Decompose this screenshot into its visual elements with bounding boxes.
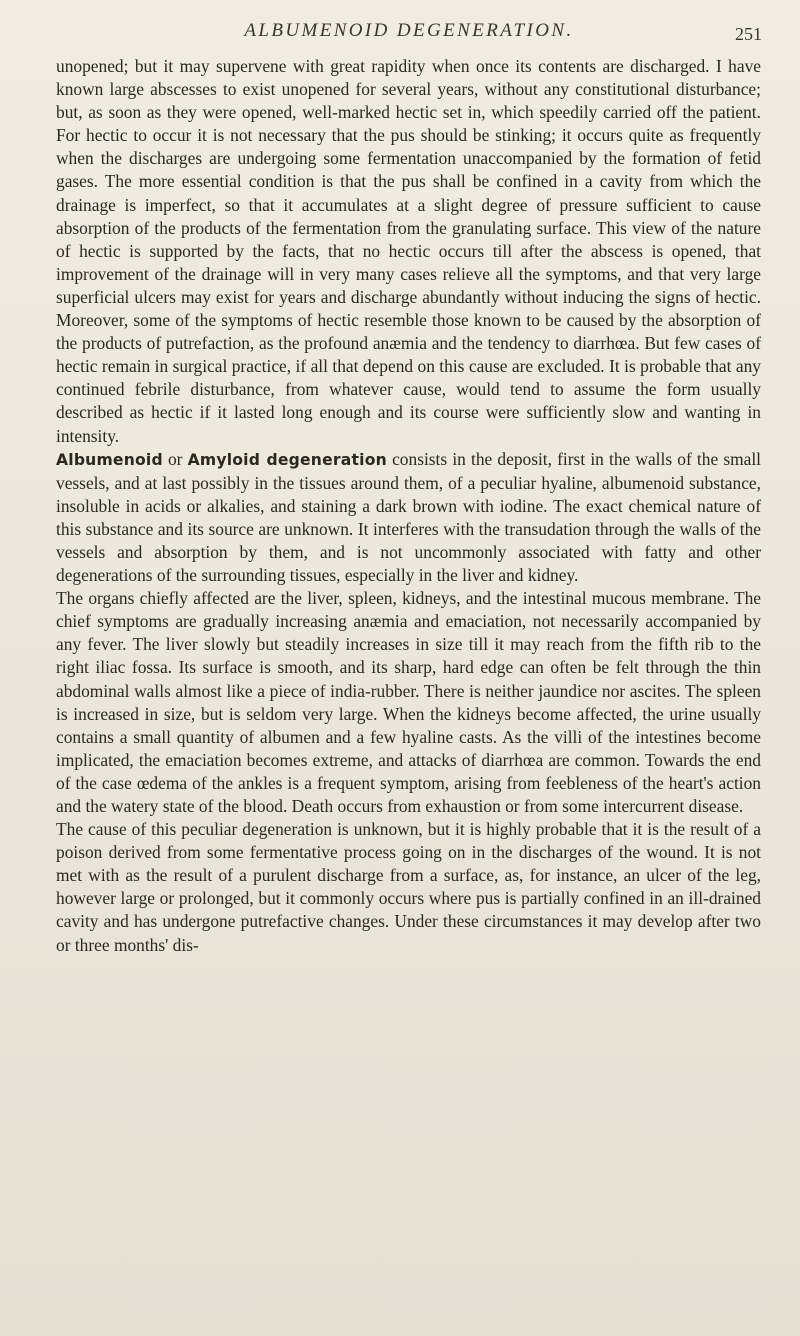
paragraph-hectic-continued: unopened; but it may supervene with great rapidity when once its contents are discharged. I have known large abscesses to exist unopened for several years, without any constitutional disturbance; but, as soon as they were opened, well-marked hectic set in, which speedily carried off the patient. For hectic to occur it is not necessary that the pus should be stinking; it occurs quite as frequently when the discharges are undergoing some fermentation unaccompanied by the formation of fetid gases. The more essential condition is that the pus shall be confined in a cavity from which the drainage is imperfect, so that it accumulates at a slight degree of pressure sufficient to cause absorption of the products of the fermentation from the granulating surface. This view of the nature of hectic is supported by the facts, that no hectic occurs till after the abscess is opened, that improvement of the drainage will in very many cases relieve all the symptoms, and that very large superficial ulcers may exist for years and discharge abundantly without inducing the signs of hectic. Moreover, some of the symptoms of hectic resemble those known to be caused by the absorption of the products of putrefaction, as the profound anæmia and the tendency to diarrhœa. But few cases of hectic remain in surgical practice, if all that depend on this cause are excluded. It is probable that any continued febrile disturbance, from whatever cause, would tend to assume the form usually described as hectic if it lasted long enough and its course were sufficiently slow and wanting in intensity. [56, 56, 761, 446]
paragraph-cause: The cause of this peculiar degeneration is unknown, but it is highly probable that it is the result of a poison derived from some fermentative process going on in the discharges of the wound. It is not met with as the result of a purulent discharge from a surface, as, for instance, an ulcer of the leg, however large or prolonged, but it commonly occurs where pus is partially confined in an ill-drained cavity and has undergone putrefactive changes. Under these circumstances it may develop after two or three months' dis- [56, 819, 761, 955]
term-albumenoid: Albumenoid [56, 450, 163, 469]
running-head: ALBUMENOID DEGENERATION. [244, 20, 574, 41]
term-amyloid-degeneration: Amyloid degeneration [187, 450, 387, 469]
page-header [56, 16, 762, 48]
paragraph-albumenoid-definition [56, 448, 761, 588]
paragraph-albumenoid-text: consists in the deposit, first in the walls of the small vessels, and at last possibly in the tissues around them, of a peculiar hyaline, albumenoid substance, insoluble in acids or alkalies, and staining a dark brown with iodine. The exact chemical nature of this substance and its source are unknown. It interferes with the transudation through the walls of the vessels and absorption by them, and is not uncommonly associated with fatty and other degenerations of the surrounding tissues, especially in the liver and kidney. [56, 448, 761, 586]
page-number: 251 [735, 24, 762, 44]
body-text [56, 55, 761, 957]
term-connector: or [162, 448, 188, 469]
paragraph-organs-affected: The organs chiefly affected are the liver, spleen, kidneys, and the intestinal mucous membrane. The chief symptoms are gradually increasing anæmia and emaciation, not necessarily accompanied by any fever. The liver slowly but steadily increases in size till it may reach from the fifth rib to the right iliac fossa. Its surface is smooth, and its sharp, hard edge can often be felt through the thin abdominal walls almost like a piece of india-rubber. There is neither jaundice nor ascites. The spleen is increased in size, but is seldom very large. When the kidneys become affected, the urine usually contains a small quantity of albumen and a few hyaline casts. As the villi of the intestines become implicated, the emaciation becomes extreme, and attacks of diarrhœa are common. Towards the end of the case œdema of the ankles is a frequent symptom, arising from feebleness of the heart's action and the watery state of the blood. Death occurs from exhaustion or from some intercurrent disease. [56, 588, 761, 816]
